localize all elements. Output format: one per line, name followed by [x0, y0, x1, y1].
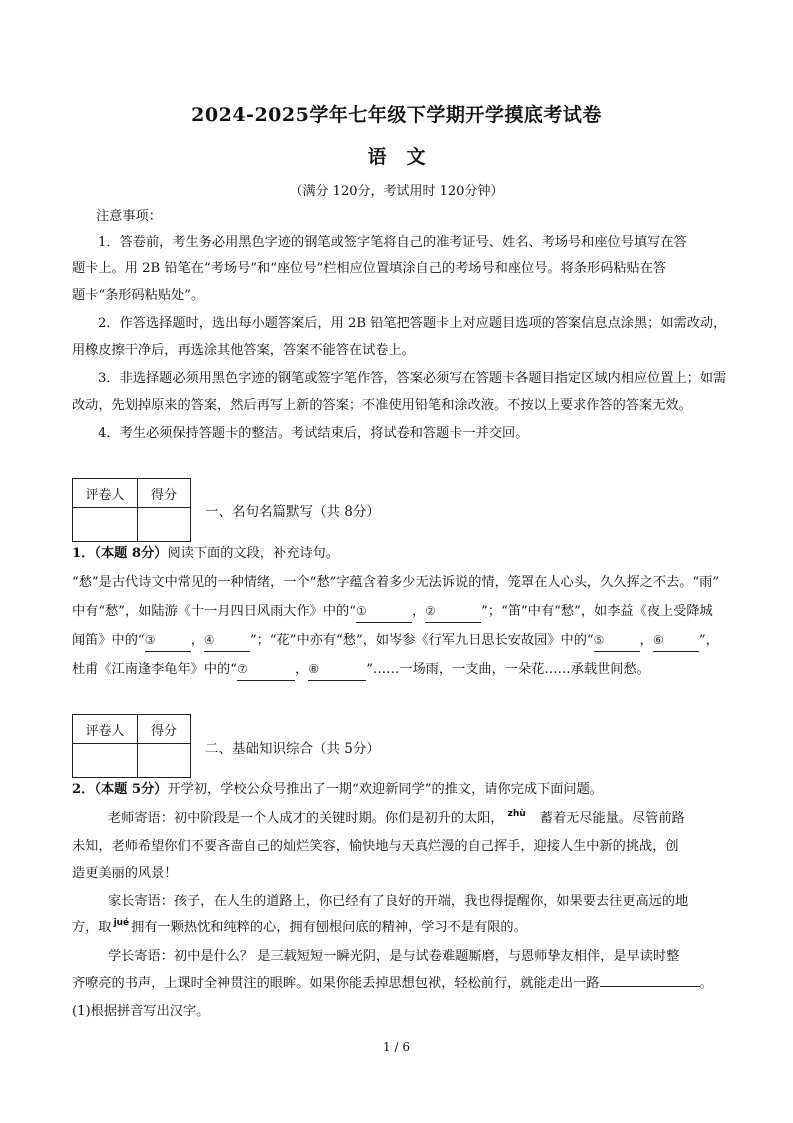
text-run: 方，取 [72, 920, 112, 935]
blank-number: ③ [144, 633, 156, 647]
notice-item-4: 4．考生必须保持答题卡的整洁。考试结束后，将试卷和答题卡一并交回。 [98, 426, 529, 441]
score-note: （满分 120分，考试用时 120分钟） [289, 184, 504, 199]
text-run: ， [295, 662, 309, 677]
notice-item-3-line-1: 3．非选择题必须用黑色字迹的钢笔或签字笔作答，答案必须写在答题卡各题目指定区域内相应位置上；如需 [98, 371, 727, 386]
score-header: 得分 [138, 479, 191, 508]
question-1-text: 阅读下面的文段，补充诗句。 [167, 546, 339, 561]
answer-blank-phrase[interactable] [600, 986, 700, 987]
sub-question-1: (1)根据拼音写出汉字。 [72, 1004, 210, 1019]
answer-blank-8[interactable] [308, 659, 366, 681]
blank-number: ⑦ [237, 662, 248, 676]
blank-number: ④ [203, 633, 215, 647]
question-2-meta: （本题 5分） [94, 782, 168, 797]
text-run: ”；“花”中亦有“愁”，如岑参《行军九日思长安故园》中的“ [249, 633, 594, 648]
senior-message-line-1: 学长寄语：初中是什么？ 是三载短短一瞬光阴，是与试卷难题厮磨，与恩师挚友相伴，是早读时整 [108, 949, 680, 964]
parent-message-line-1: 家长寄语：孩子，在人生的道路上，你已经有了良好的开端，我也得提醒你，如果要去往更高远的地 [108, 894, 689, 909]
pinyin-hint-1: zhù [507, 809, 526, 819]
teacher-message-line-3: 造更美丽的风景！ [72, 866, 178, 881]
text-run: ， [639, 633, 653, 648]
text-run: 杜甫《江南逢李龟年》中的“ [72, 662, 237, 677]
score-cell [138, 744, 191, 778]
text-run: ， [190, 633, 204, 648]
question-1-meta: （本题 8分） [94, 546, 168, 561]
blank-number: ⑤ [593, 633, 605, 647]
senior-message-line-2 [72, 974, 713, 994]
notice-item-1-line-2: 题卡上。用 2B 铅笔在“考场号”和“座位号”栏相应位置填涂自己的考场号和座位号。将条形码粘贴在答 [72, 261, 667, 276]
text-run: ”， [698, 633, 719, 648]
notice-item-3-line-2: 改动，先划掉原来的答案，然后再写上新的答案；不准使用铅笔和涂改液。不按以上要求作答的答案无效。 [72, 398, 692, 413]
grader-table-2 [72, 714, 191, 778]
text-run: 。 [699, 976, 713, 991]
notice-heading: 注意事项： [96, 209, 162, 224]
blank-number: ① [355, 604, 367, 618]
question-1-line-4 [72, 659, 650, 681]
question-2-text: 开学初，学校公众号推出了一期“欢迎新同学”的推文，请你完成下面问题。 [167, 782, 603, 797]
question-1-number: 1． [72, 546, 95, 561]
text-run: 中有“愁”，如陆游《十一月四日风雨大作》中的“ [72, 604, 356, 619]
text-run: 齐嘹亮的书声，上课时全神贯注的眼眸。如果你能丢掉思想包袱，轻松前行，就能走出一路 [72, 976, 600, 991]
page-title: 2024-2025学年七年级下学期开学摸底考试卷 [191, 104, 602, 126]
subject-title: 语文 [367, 146, 446, 168]
blank-number: ⑧ [308, 662, 319, 676]
blank-number: ⑥ [652, 633, 664, 647]
text-run: ”……一场雨，一支曲，一朵花……承载世间愁。 [366, 662, 650, 677]
page-number: 1 / 6 [383, 1040, 410, 1054]
section-2-title: 二、基础知识综合（共 5分） [205, 741, 380, 757]
grader-table-1 [72, 478, 191, 542]
text-run: 蓄着无尽能量。尽管前路 [539, 811, 685, 826]
grader-header: 评卷人 [73, 715, 138, 744]
notice-item-2-line-1: 2．作答选择题时，选出每小题答案后，用 2B 铅笔把答题卡上对应题目选项的答案信息点涂黑；如需改动， [98, 316, 727, 331]
notice-item-1-line-3: 题卡“条形码粘贴处”。 [72, 288, 205, 303]
question-1-prompt [72, 544, 339, 564]
grader-cell [73, 508, 138, 542]
question-1-line-2 [72, 601, 713, 623]
question-2-prompt [72, 780, 603, 800]
text-run: ， [411, 604, 426, 619]
text-run: 拥有一颗热忱和纯粹的心，拥有刨根问底的精神，学习不是有限的。 [131, 920, 527, 935]
score-header: 得分 [138, 715, 191, 744]
question-2-number: 2． [72, 782, 95, 797]
answer-blank-2[interactable] [425, 601, 481, 623]
teacher-message-line-1 [108, 809, 685, 830]
text-run: ”；“笛”中有“愁”，如李益《夜上受降城 [481, 604, 713, 619]
grader-cell [73, 744, 138, 778]
text-run: 闻笛》中的“ [72, 633, 145, 648]
parent-message-line-2 [72, 918, 527, 939]
question-1-line-3 [72, 630, 719, 652]
answer-blank-4[interactable] [204, 630, 250, 652]
section-1-title: 一、名句名篇默写（共 8分） [205, 504, 380, 520]
notice-item-2-line-2: 用橡皮擦干净后，再选涂其他答案，答案不能答在试卷上。 [72, 343, 415, 358]
answer-blank-3[interactable] [145, 630, 191, 652]
blank-number: ② [425, 604, 436, 618]
grader-header: 评卷人 [73, 479, 138, 508]
pinyin-hint-2: jué [113, 918, 130, 928]
score-cell [138, 508, 191, 542]
question-1-line-1: “愁”是古代诗文中常见的一种情绪，一个“愁”字蕴含着多少无法诉说的情，笼罩在人心头，久久挥之不去。“雨” [72, 575, 720, 590]
answer-blank-5[interactable] [594, 630, 640, 652]
answer-blank-1[interactable] [356, 601, 412, 623]
text-run: 老师寄语：初中阶段是一个人成才的关键时期。你们是初升的太阳， [108, 811, 504, 826]
teacher-message-line-2: 未知，老师希望你们不要吝啬自己的灿烂笑容，愉快地与天真烂漫的自己挥手，迎接人生中新的挑战，创 [72, 839, 679, 854]
answer-blank-6[interactable] [653, 630, 699, 652]
answer-blank-7[interactable] [237, 659, 295, 681]
notice-item-1-line-1: 1．答卷前，考生务必用黑色字迹的钢笔或签字笔将自己的准考证号、姓名、考场号和座位号填写在答 [98, 235, 687, 250]
